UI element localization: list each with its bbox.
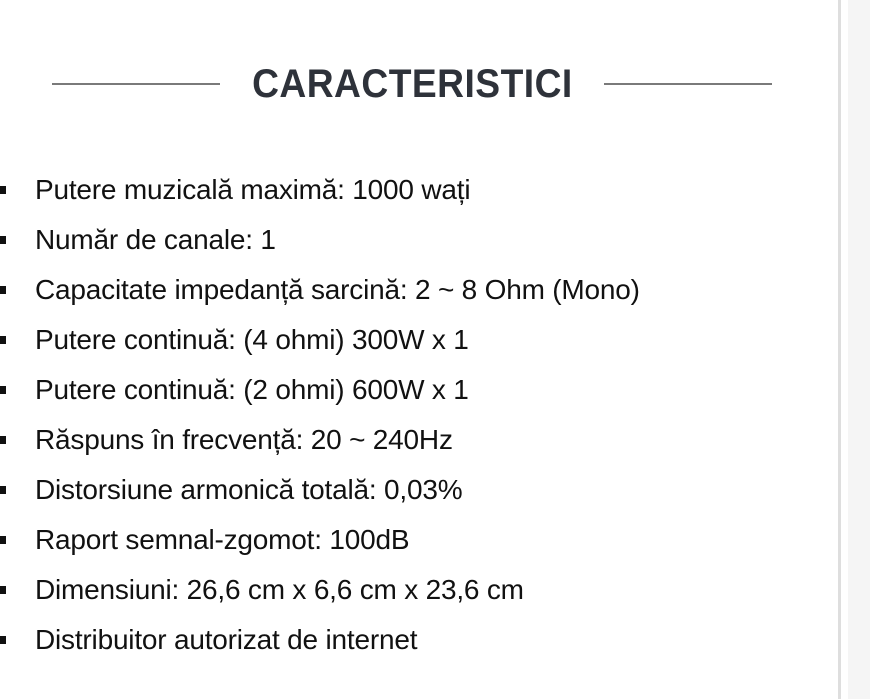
spec-item-text: Distribuitor autorizat de internet [35, 624, 418, 655]
spec-item [0, 168, 640, 218]
spec-item [0, 468, 640, 518]
bullet-icon [0, 386, 6, 394]
spec-item [0, 418, 640, 468]
panel-divider [838, 0, 841, 699]
spec-item-text: Putere muzicală maximă: 1000 wați [35, 174, 471, 205]
spec-item [0, 318, 640, 368]
bullet-icon [0, 636, 6, 644]
section-title: CARACTERISTICI [251, 61, 573, 106]
spec-item-text: Putere continuă: (2 ohmi) 600W x 1 [35, 374, 469, 405]
spec-item [0, 268, 640, 318]
spec-item-text: Răspuns în frecvență: 20 ~ 240Hz [35, 424, 453, 455]
spec-item-text: Dimensiuni: 26,6 cm x 6,6 cm x 23,6 cm [35, 574, 524, 605]
spec-item [0, 218, 640, 268]
spec-item-text: Număr de canale: 1 [35, 224, 276, 255]
spec-item-text: Raport semnal-zgomot: 100dB [35, 524, 410, 555]
title-rule-right [604, 83, 772, 85]
side-panel [848, 0, 870, 699]
bullet-icon [0, 536, 6, 544]
bullet-icon [0, 186, 6, 194]
bullet-icon [0, 486, 6, 494]
title-rule-left [52, 83, 220, 85]
spec-item [0, 568, 640, 618]
bullet-icon [0, 436, 6, 444]
bullet-icon [0, 336, 6, 344]
bullet-icon [0, 286, 6, 294]
spec-item [0, 618, 640, 668]
spec-item-text: Capacitate impedanță sarcină: 2 ~ 8 Ohm (Mono) [35, 274, 640, 305]
section-header [52, 56, 772, 112]
bullet-icon [0, 236, 6, 244]
spec-list [0, 168, 640, 668]
spec-item-text: Putere continuă: (4 ohmi) 300W x 1 [35, 324, 469, 355]
spec-item [0, 368, 640, 418]
spec-item-text: Distorsiune armonică totală: 0,03% [35, 474, 463, 505]
bullet-icon [0, 586, 6, 594]
spec-item [0, 518, 640, 568]
